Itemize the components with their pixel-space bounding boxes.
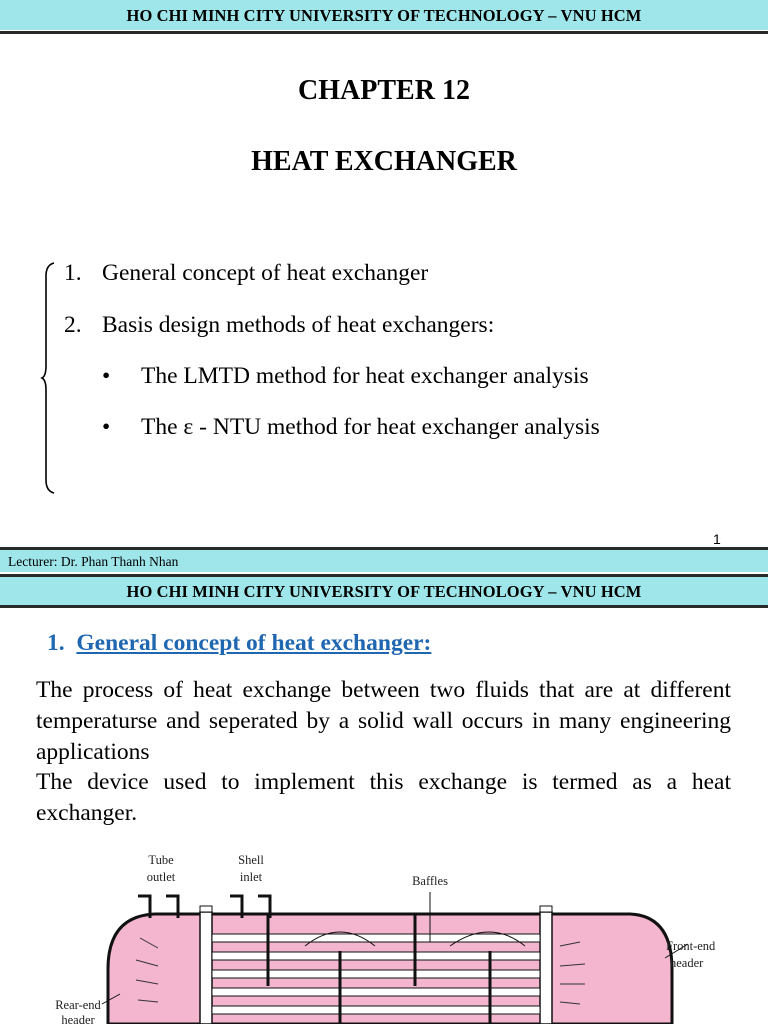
baffles-label: Baffles (412, 874, 448, 888)
toc-item (64, 260, 82, 287)
toc-number: 2. (64, 312, 82, 338)
rear-end-header-label: header (61, 1013, 95, 1024)
toc-item (64, 312, 82, 339)
tube-sheet-left (200, 912, 212, 1024)
vent-plug (200, 906, 212, 912)
tube-outlet-label: Tube (148, 853, 174, 867)
bullet-item-label: The LMTD method for heat exchanger analysis (141, 363, 589, 389)
tube-sheet-right (540, 912, 552, 1024)
university-header: HO CHI MINH CITY UNIVERSITY OF TECHNOLOGY – VNU HCM (0, 577, 768, 605)
chapter-title: CHAPTER 12 (298, 75, 470, 106)
header-divider (0, 605, 768, 608)
header-divider (0, 31, 768, 34)
section-title: General concept of heat exchanger: (76, 630, 432, 656)
page-number: 1 (713, 531, 721, 547)
shell-inlet-label: Shell (238, 853, 264, 867)
bullet-icon: • (102, 363, 111, 389)
paragraph-definition: The device used to implement this exchange is termed as a heat exchanger. (36, 769, 731, 826)
lecturer-name: Lecturer: Dr. Phan Thanh Nhan (8, 554, 179, 569)
paragraph-intro: The process of heat exchange between two fluids that are at different temperaturse and seperated by a solid wall occurs in many engineering applications (36, 677, 731, 765)
front-end-header-label: header (670, 956, 704, 970)
section-number: 1. (47, 630, 65, 656)
section-heading (47, 630, 431, 657)
university-header: HO CHI MINH CITY UNIVERSITY OF TECHNOLOGY – VNU HCM (0, 0, 768, 30)
tube-outlet-label: outlet (146, 870, 176, 884)
heat-exchanger-diagram (40, 846, 740, 1024)
page-title: HEAT EXCHANGER (251, 146, 517, 177)
toc-item-label: Basis design methods of heat exchangers: (102, 312, 495, 338)
vent-plug (540, 906, 552, 912)
rear-end-header-label: Rear-end (55, 998, 101, 1012)
shell-inlet-label: inlet (239, 870, 263, 884)
bullet-item-label: The ε - NTU method for heat exchanger analysis (141, 414, 600, 440)
front-end-header-label: Front-end (666, 939, 716, 953)
lecturer-footer (0, 550, 768, 572)
brace-icon (40, 262, 56, 494)
toc-number: 1. (64, 260, 82, 286)
toc-item-label: General concept of heat exchanger (102, 260, 429, 286)
bullet-icon: • (102, 414, 111, 440)
